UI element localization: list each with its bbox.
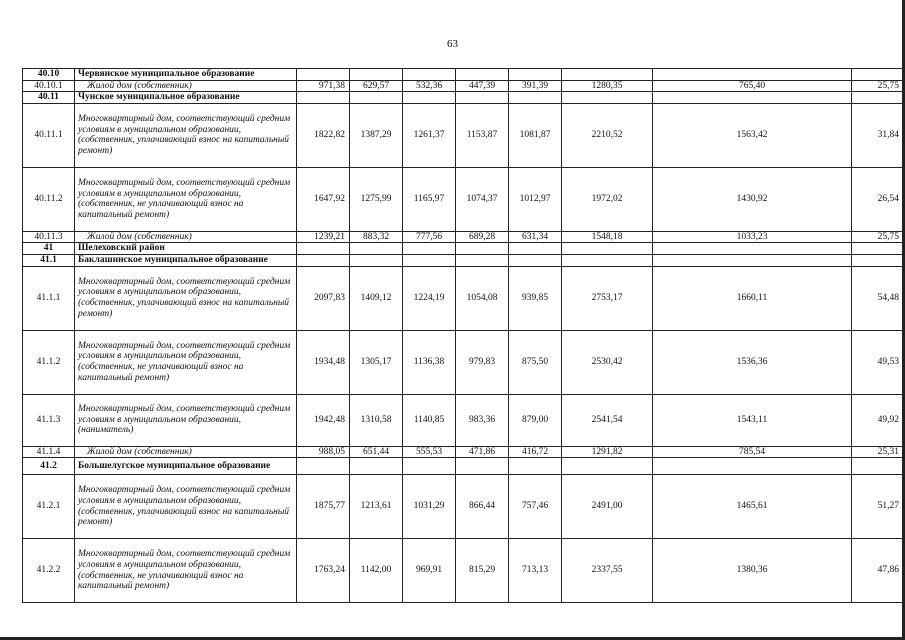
- table-body: [23, 69, 904, 603]
- value-cell: 54,48: [852, 266, 904, 330]
- value-cell: 1942,48: [297, 394, 350, 446]
- empty-cell: [852, 69, 904, 81]
- section-row: [23, 92, 904, 104]
- value-cell: 713,13: [509, 539, 562, 603]
- row-description: Многоквартирный дом, соответствующий средним условиям в муниципальном образовании, (собственник, не уплачивающий взнос на капитальный ремонт): [75, 330, 297, 394]
- row-description: Многоквартирный дом, соответствующий средним условиям в муниципальном образовании, (собственник, уплачивающий взнос на капитальный ремонт): [75, 266, 297, 330]
- value-cell: 471,86: [456, 446, 509, 458]
- table-row: [23, 80, 904, 92]
- value-cell: 988,05: [297, 446, 350, 458]
- value-cell: 2337,55: [562, 539, 653, 603]
- empty-cell: [456, 92, 509, 104]
- value-cell: 25,75: [852, 231, 904, 243]
- empty-cell: [456, 254, 509, 266]
- empty-cell: [297, 243, 350, 255]
- row-code: 41.2.2: [23, 539, 75, 603]
- value-cell: 25,31: [852, 446, 904, 458]
- empty-cell: [297, 458, 350, 475]
- empty-cell: [653, 254, 852, 266]
- value-cell: 629,57: [350, 80, 403, 92]
- value-cell: 1031,29: [403, 475, 456, 539]
- value-cell: 532,36: [403, 80, 456, 92]
- page-number: 63: [447, 38, 458, 50]
- value-cell: 1380,36: [653, 539, 852, 603]
- empty-cell: [456, 458, 509, 475]
- empty-cell: [456, 243, 509, 255]
- value-cell: 1310,58: [350, 394, 403, 446]
- table-row: [23, 446, 904, 458]
- empty-cell: [403, 92, 456, 104]
- empty-cell: [653, 458, 852, 475]
- empty-cell: [350, 458, 403, 475]
- table-row: [23, 266, 904, 330]
- value-cell: 1261,37: [403, 103, 456, 167]
- value-cell: 1074,37: [456, 167, 509, 231]
- value-cell: 1972,02: [562, 167, 653, 231]
- value-cell: 1275,99: [350, 167, 403, 231]
- empty-cell: [403, 69, 456, 81]
- empty-cell: [852, 243, 904, 255]
- row-code: 41: [23, 243, 75, 255]
- value-cell: 1291,82: [562, 446, 653, 458]
- tariff-table: [22, 68, 904, 603]
- value-cell: 51,27: [852, 475, 904, 539]
- empty-cell: [509, 458, 562, 475]
- value-cell: 879,00: [509, 394, 562, 446]
- empty-cell: [852, 254, 904, 266]
- empty-cell: [403, 458, 456, 475]
- section-row: [23, 69, 904, 81]
- value-cell: 883,32: [350, 231, 403, 243]
- value-cell: 1224,19: [403, 266, 456, 330]
- value-cell: 49,92: [852, 394, 904, 446]
- value-cell: 47,86: [852, 539, 904, 603]
- value-cell: 416,72: [509, 446, 562, 458]
- row-description: Жилой дом (собственник): [75, 446, 297, 458]
- value-cell: 1033,23: [653, 231, 852, 243]
- section-row: [23, 458, 904, 475]
- empty-cell: [350, 243, 403, 255]
- value-cell: 1054,08: [456, 266, 509, 330]
- section-row: [23, 243, 904, 255]
- empty-cell: [350, 92, 403, 104]
- value-cell: 971,38: [297, 80, 350, 92]
- value-cell: 1387,29: [350, 103, 403, 167]
- value-cell: 1012,97: [509, 167, 562, 231]
- row-code: 41.1.1: [23, 266, 75, 330]
- row-code: 41.1.3: [23, 394, 75, 446]
- value-cell: 757,46: [509, 475, 562, 539]
- empty-cell: [653, 69, 852, 81]
- value-cell: 447,39: [456, 80, 509, 92]
- row-description: Многоквартирный дом, соответствующий средним условиям в муниципальном образовании, (наниматель): [75, 394, 297, 446]
- row-description: Жилой дом (собственник): [75, 80, 297, 92]
- value-cell: 1465,61: [653, 475, 852, 539]
- value-cell: 2753,17: [562, 266, 653, 330]
- value-cell: 1536,36: [653, 330, 852, 394]
- value-cell: 2210,52: [562, 103, 653, 167]
- value-cell: 1153,87: [456, 103, 509, 167]
- section-title: Большелугское муниципальное образование: [75, 458, 297, 475]
- table-row: [23, 394, 904, 446]
- value-cell: 875,50: [509, 330, 562, 394]
- value-cell: 391,39: [509, 80, 562, 92]
- value-cell: 1142,00: [350, 539, 403, 603]
- row-code: 41.2: [23, 458, 75, 475]
- value-cell: 983,36: [456, 394, 509, 446]
- empty-cell: [653, 92, 852, 104]
- row-code: 40.10.1: [23, 80, 75, 92]
- row-code: 40.11.3: [23, 231, 75, 243]
- row-description: Многоквартирный дом, соответствующий средним условиям в муниципальном образовании, (собственник, уплачивающий взнос на капитальный ремонт): [75, 475, 297, 539]
- row-code: 41.1: [23, 254, 75, 266]
- empty-cell: [562, 458, 653, 475]
- table-row: [23, 475, 904, 539]
- empty-cell: [562, 92, 653, 104]
- empty-cell: [297, 92, 350, 104]
- value-cell: 1280,35: [562, 80, 653, 92]
- value-cell: 785,54: [653, 446, 852, 458]
- value-cell: 1430,92: [653, 167, 852, 231]
- row-code: 40.11.1: [23, 103, 75, 167]
- value-cell: 1875,77: [297, 475, 350, 539]
- empty-cell: [509, 254, 562, 266]
- value-cell: 939,85: [509, 266, 562, 330]
- value-cell: 631,34: [509, 231, 562, 243]
- value-cell: 2097,83: [297, 266, 350, 330]
- value-cell: 555,53: [403, 446, 456, 458]
- empty-cell: [297, 254, 350, 266]
- table-row: [23, 330, 904, 394]
- value-cell: 1165,97: [403, 167, 456, 231]
- empty-cell: [297, 69, 350, 81]
- empty-cell: [562, 254, 653, 266]
- value-cell: 1822,82: [297, 103, 350, 167]
- value-cell: 866,44: [456, 475, 509, 539]
- value-cell: 1563,42: [653, 103, 852, 167]
- value-cell: 1647,92: [297, 167, 350, 231]
- table-row: [23, 539, 904, 603]
- value-cell: 1136,38: [403, 330, 456, 394]
- value-cell: 815,29: [456, 539, 509, 603]
- value-cell: 26,54: [852, 167, 904, 231]
- value-cell: 1081,87: [509, 103, 562, 167]
- row-description: Многоквартирный дом, соответствующий средним условиям в муниципальном образовании, (собственник, не уплачивающий взнос на капитальный ремонт): [75, 167, 297, 231]
- value-cell: 777,56: [403, 231, 456, 243]
- value-cell: 1239,21: [297, 231, 350, 243]
- table-row: [23, 231, 904, 243]
- value-cell: 25,75: [852, 80, 904, 92]
- section-title: Чунское муниципальное образование: [75, 92, 297, 104]
- empty-cell: [562, 243, 653, 255]
- row-code: 40.11: [23, 92, 75, 104]
- row-code: 41.2.1: [23, 475, 75, 539]
- empty-cell: [350, 69, 403, 81]
- value-cell: 1543,11: [653, 394, 852, 446]
- value-cell: 765,40: [653, 80, 852, 92]
- value-cell: 969,91: [403, 539, 456, 603]
- value-cell: 1934,48: [297, 330, 350, 394]
- section-title: Шелеховский район: [75, 243, 297, 255]
- section-title: Баклашинское муниципальное образование: [75, 254, 297, 266]
- empty-cell: [350, 254, 403, 266]
- value-cell: 2491,00: [562, 475, 653, 539]
- empty-cell: [456, 69, 509, 81]
- empty-cell: [653, 243, 852, 255]
- empty-cell: [403, 243, 456, 255]
- value-cell: 49,53: [852, 330, 904, 394]
- row-description: Многоквартирный дом, соответствующий средним условиям в муниципальном образовании, (собственник, уплачивающий взнос на капитальный ремонт): [75, 103, 297, 167]
- value-cell: 1660,11: [653, 266, 852, 330]
- row-code: 40.11.2: [23, 167, 75, 231]
- value-cell: 2541,54: [562, 394, 653, 446]
- section-title: Червянское муниципальное образование: [75, 69, 297, 81]
- row-code: 40.10: [23, 69, 75, 81]
- empty-cell: [403, 254, 456, 266]
- value-cell: 651,44: [350, 446, 403, 458]
- empty-cell: [509, 69, 562, 81]
- value-cell: 31,84: [852, 103, 904, 167]
- row-description: Многоквартирный дом, соответствующий средним условиям в муниципальном образовании, (собственник, не уплачивающий взнос на капитальный ремонт): [75, 539, 297, 603]
- section-row: [23, 254, 904, 266]
- row-code: 41.1.2: [23, 330, 75, 394]
- empty-cell: [509, 243, 562, 255]
- row-code: 41.1.4: [23, 446, 75, 458]
- empty-cell: [509, 92, 562, 104]
- value-cell: 1140,85: [403, 394, 456, 446]
- value-cell: 689,28: [456, 231, 509, 243]
- value-cell: 1213,61: [350, 475, 403, 539]
- empty-cell: [852, 458, 904, 475]
- value-cell: 1763,24: [297, 539, 350, 603]
- value-cell: 1409,12: [350, 266, 403, 330]
- empty-cell: [852, 92, 904, 104]
- value-cell: 1548,18: [562, 231, 653, 243]
- empty-cell: [562, 69, 653, 81]
- row-description: Жилой дом (собственник): [75, 231, 297, 243]
- table-row: [23, 167, 904, 231]
- value-cell: 1305,17: [350, 330, 403, 394]
- value-cell: 2530,42: [562, 330, 653, 394]
- table-row: [23, 103, 904, 167]
- value-cell: 979,83: [456, 330, 509, 394]
